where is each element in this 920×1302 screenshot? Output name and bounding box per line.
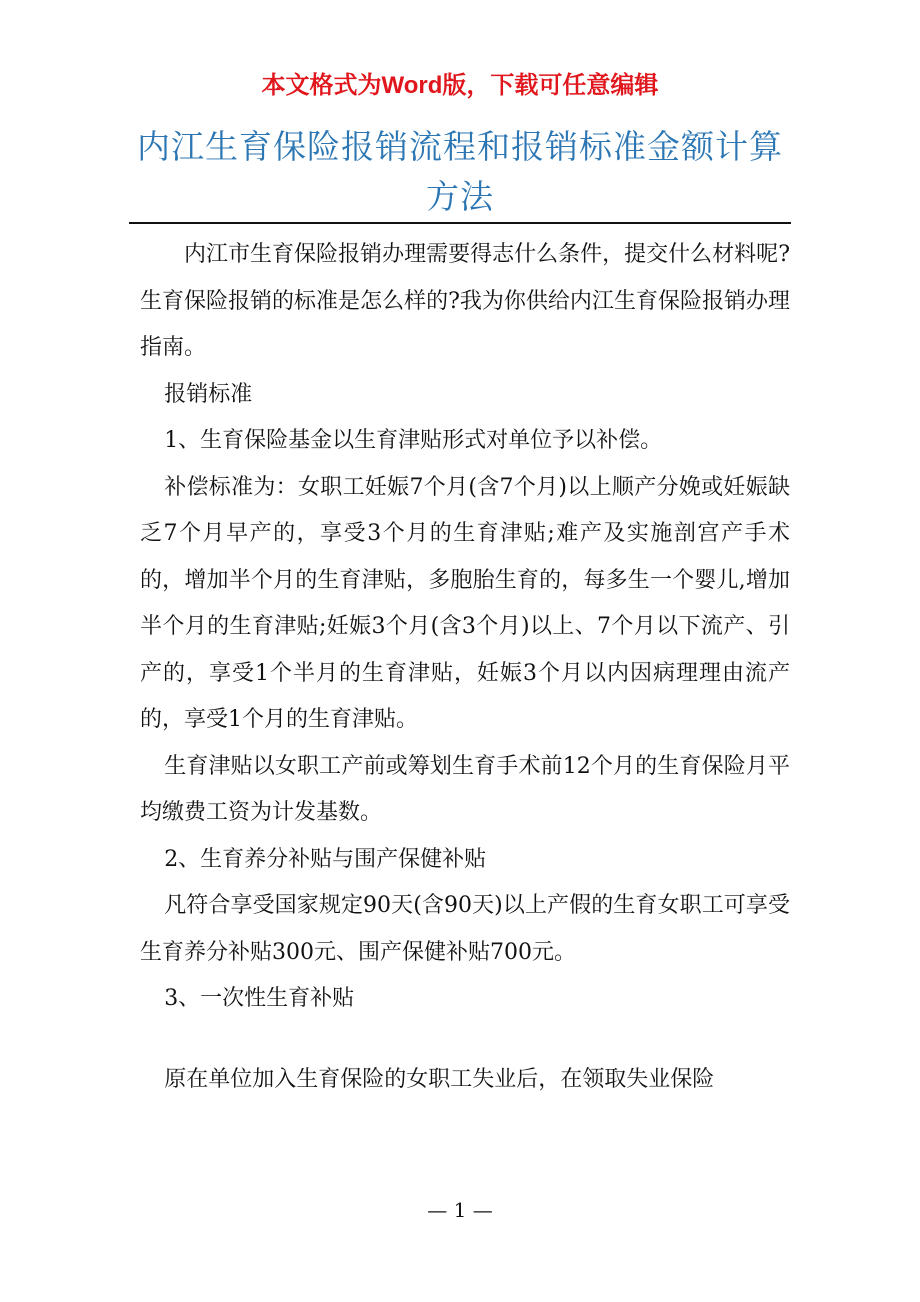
title-divider — [129, 222, 791, 224]
document-body — [140, 232, 790, 1103]
section-heading-standard: 报销标准 — [164, 381, 253, 407]
item-2-heading: 2、生育养分补贴与围产保健补贴 — [164, 846, 487, 872]
nutrition-subsidy-paragraph: 凡符合享受国家规定90天(含90天)以上产假的生育女职工可享受生育养分补贴300元、围产保健补贴700元。 — [140, 893, 790, 965]
item-3-heading: 3、一次性生育补贴 — [164, 986, 355, 1011]
page-number: — 1 — — [427, 1198, 493, 1222]
format-notice-banner: 本文格式为Word版，下载可任意编辑 — [261, 72, 659, 99]
item-1-heading: 1、生育保险基金以生育津贴形式对单位予以补偿。 — [164, 428, 663, 453]
compensation-standard-paragraph: 补偿标准为：女职工妊娠7个月(含7个月)以上顺产分娩或妊娠缺乏7个月早产的，享受3个月的生育津贴;难产及实施剖宫产手术的，增加半个月的生育津贴，多胞胎生育的，每多生一个婴儿,增加半个月的生育津贴;妊娠3个月(含3个月)以上、7个月以下流产、引产的，享受1个半月的生育津贴，妊娠3个月以内因病理理由流产的，享受1个月的生育津贴。 — [140, 474, 790, 732]
document-title: 内江生育保险报销流程和报销标准金额计算方法 — [137, 127, 783, 216]
unemployed-paragraph: 原在单位加入生育保险的女职工失业后，在领取失业保险 — [164, 1066, 715, 1092]
intro-paragraph: 内江市生育保险报销办理需要得志什么条件，提交什么材料呢?生育保险报销的标准是怎么样的?我为你供给内江生育保险报销办理指南。 — [140, 242, 790, 360]
allowance-base-paragraph: 生育津贴以女职工产前或筹划生育手术前12个月的生育保险月平均缴费工资为计发基数。 — [140, 753, 790, 825]
